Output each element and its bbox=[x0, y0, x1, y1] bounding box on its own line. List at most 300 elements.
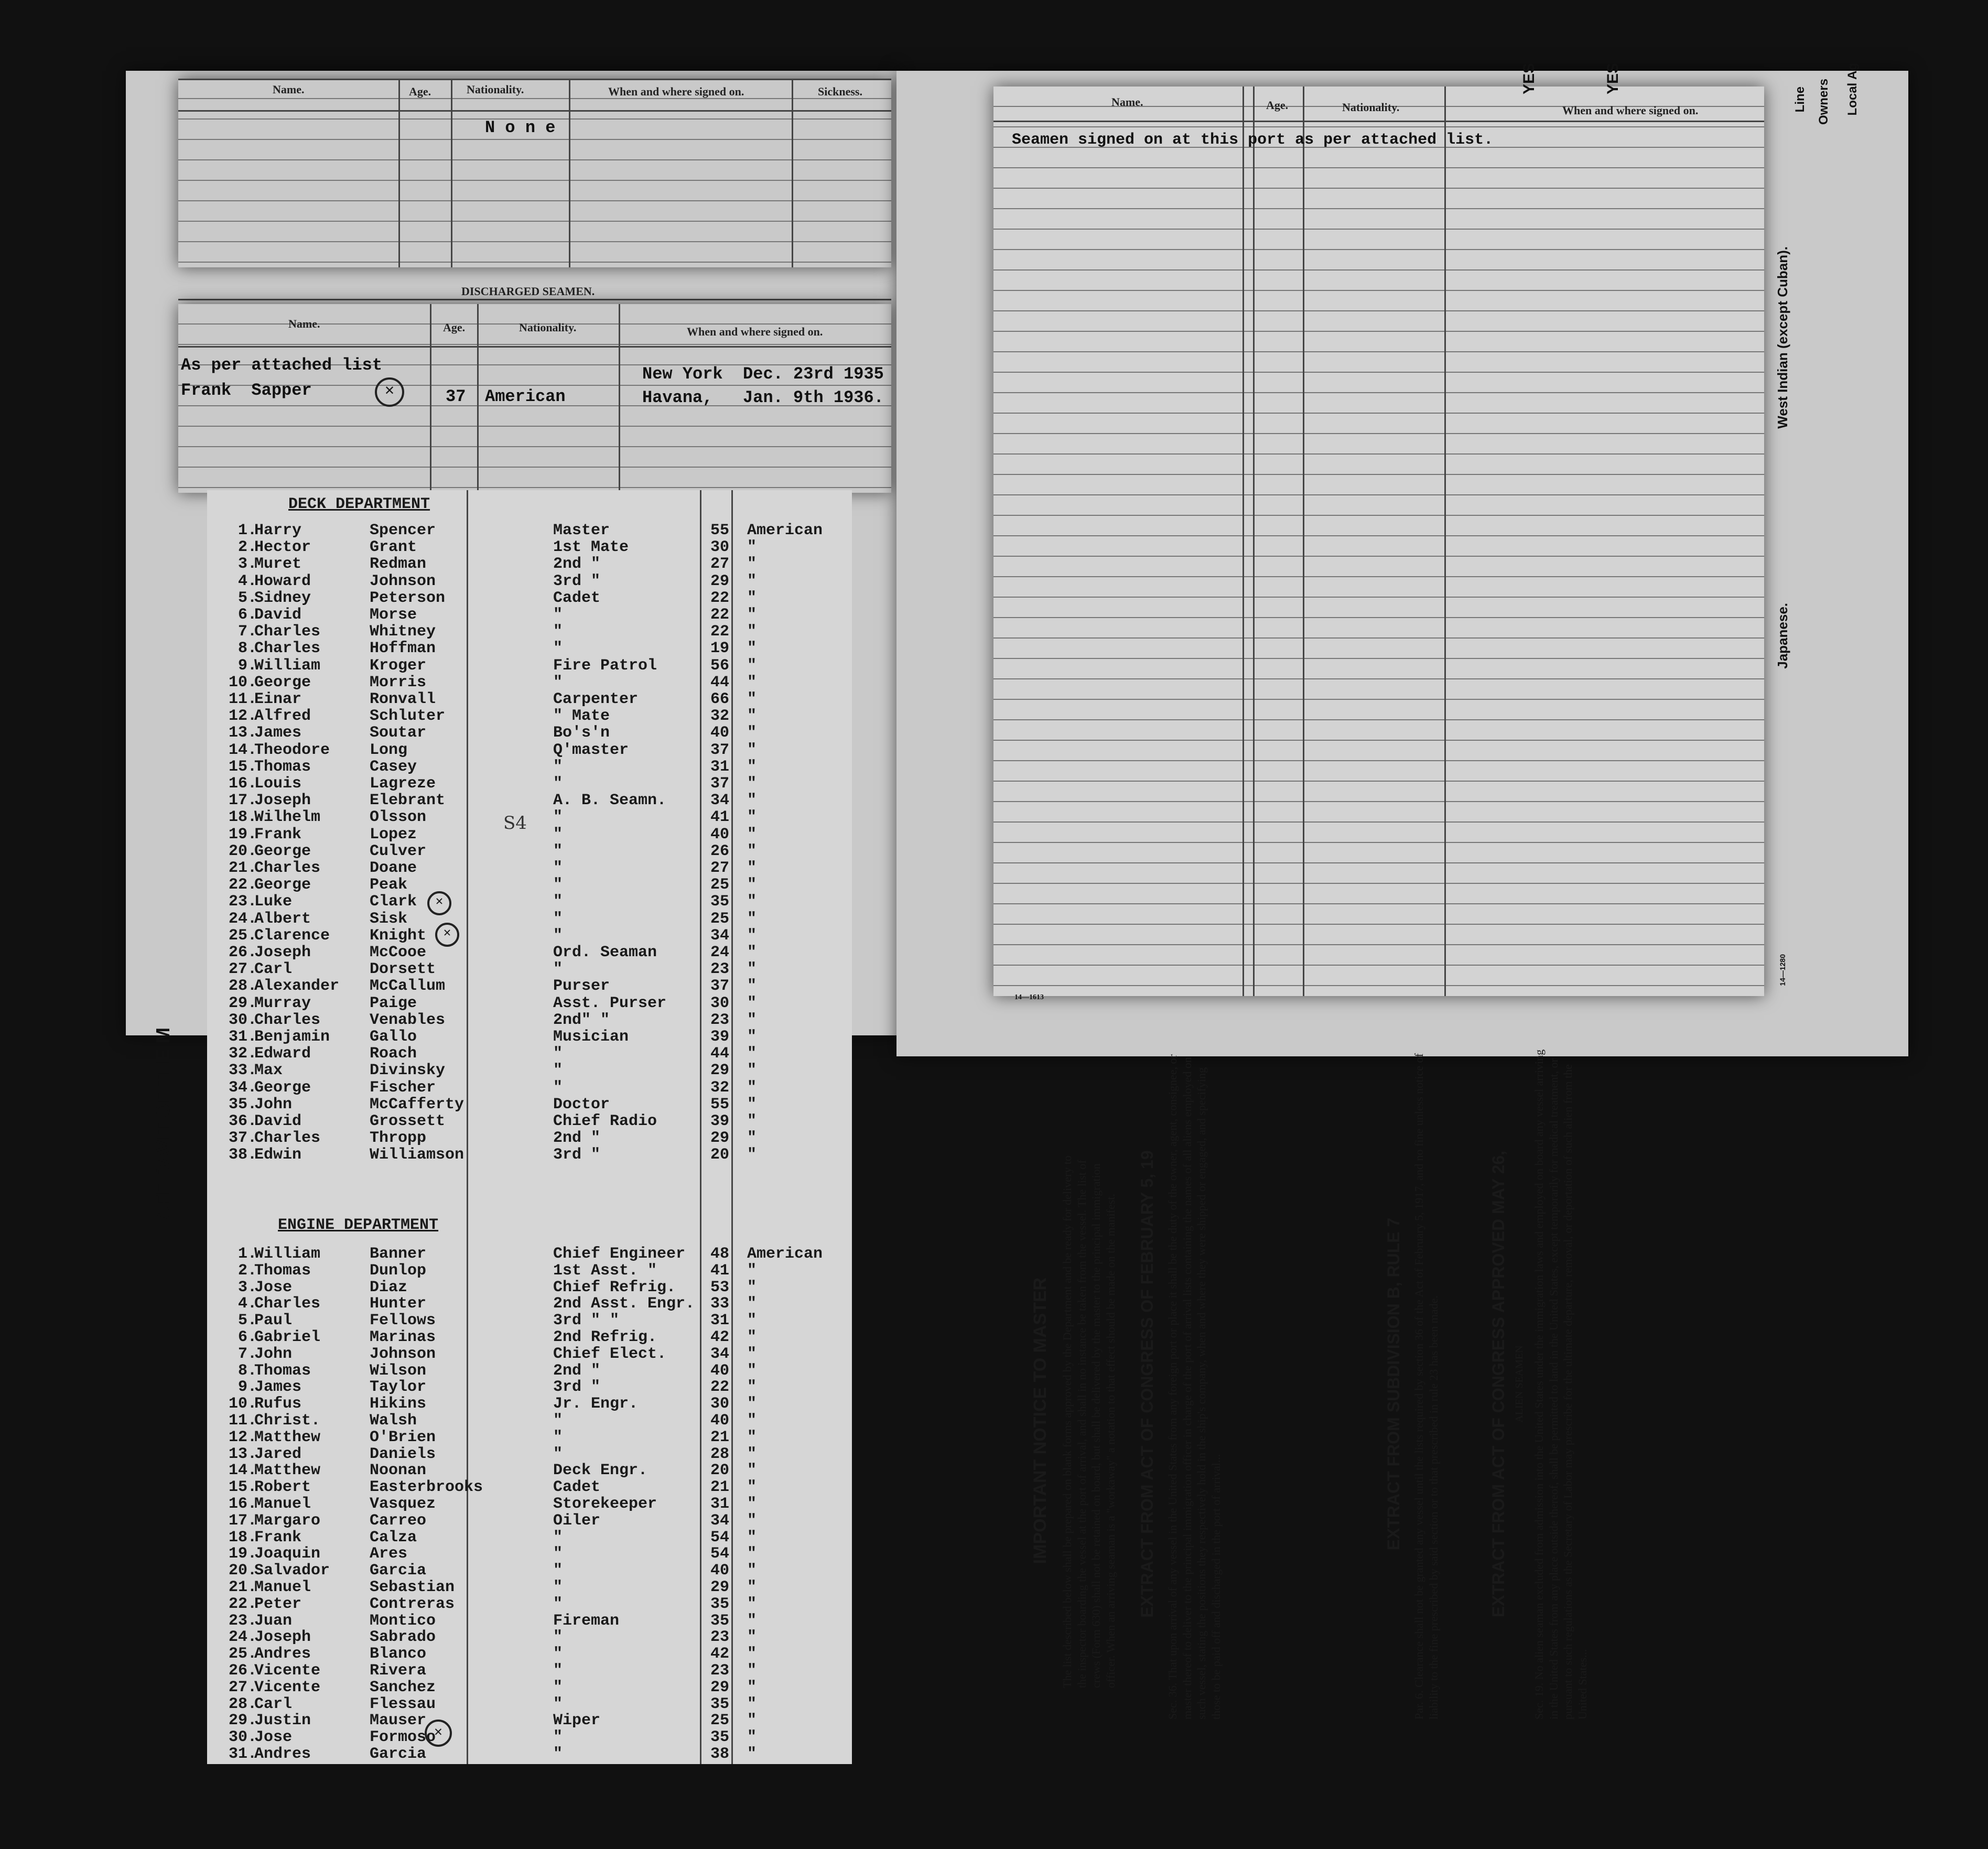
engine-rating: " bbox=[553, 1595, 563, 1613]
deck-first-name: Benjamin bbox=[254, 1028, 330, 1046]
deck-number: 21. bbox=[228, 859, 257, 877]
deck-row bbox=[207, 690, 852, 707]
deck-rating: Chief Radio bbox=[553, 1112, 657, 1130]
deck-number: 5. bbox=[237, 589, 257, 607]
deck-first-name: Edwin bbox=[254, 1146, 302, 1164]
engine-rating: " bbox=[553, 1678, 563, 1696]
deck-number: 38. bbox=[228, 1146, 257, 1164]
deck-age: 29 bbox=[710, 572, 730, 590]
deck-first-name: Alfred bbox=[254, 707, 311, 726]
col-name-header: Name. bbox=[273, 83, 305, 96]
deck-number: 22. bbox=[228, 876, 257, 894]
rule-7-title: EXTRACT FROM SUBDIVISION B, RULE 7 bbox=[1384, 1217, 1403, 1551]
engine-age: 29 bbox=[710, 1678, 730, 1696]
deck-age: 32 bbox=[710, 707, 730, 726]
engine-last-name: Blanco bbox=[370, 1645, 427, 1663]
deck-number: 31. bbox=[228, 1028, 257, 1046]
engine-age: 35 bbox=[710, 1595, 730, 1613]
deck-row bbox=[207, 1096, 852, 1112]
engine-first-name: Joseph bbox=[254, 1628, 311, 1647]
engine-nationality: " bbox=[747, 1745, 757, 1763]
deck-row bbox=[207, 1028, 852, 1045]
engine-age: 21 bbox=[710, 1428, 730, 1446]
deck-row bbox=[207, 893, 852, 910]
deck-first-name: Max bbox=[254, 1062, 283, 1080]
engine-number: 18. bbox=[228, 1528, 257, 1547]
discharged-row-2-age: 37 bbox=[446, 387, 466, 406]
engine-number: 14. bbox=[228, 1462, 257, 1480]
deck-number: 23. bbox=[228, 893, 257, 911]
engine-last-name: Hikins bbox=[370, 1395, 427, 1413]
deck-last-name: Peterson bbox=[370, 589, 446, 607]
engine-last-name: Rivera bbox=[370, 1662, 427, 1680]
deck-row bbox=[207, 724, 852, 741]
deck-age: 66 bbox=[710, 690, 730, 708]
engine-first-name: Frank bbox=[254, 1528, 302, 1547]
engine-age: 22 bbox=[710, 1378, 730, 1397]
engine-number: 9. bbox=[237, 1378, 257, 1397]
deck-number: 27. bbox=[228, 960, 257, 979]
west-indian-label: West Indian (except Cuban). bbox=[1775, 246, 1790, 429]
engine-number: 27. bbox=[228, 1678, 257, 1696]
deck-rating: Doctor bbox=[553, 1095, 610, 1113]
deck-first-name: Wilhelm bbox=[254, 808, 321, 827]
discharged-name-header: Name. bbox=[288, 317, 320, 330]
discharged-signed-header: When and where signed on. bbox=[687, 325, 823, 338]
engine-age: 48 bbox=[710, 1245, 730, 1263]
deck-age: 55 bbox=[710, 522, 730, 539]
deck-rating: " bbox=[553, 640, 563, 658]
engine-first-name: Thomas bbox=[254, 1361, 311, 1380]
engine-age: 35 bbox=[710, 1695, 730, 1713]
deck-nationality: " bbox=[747, 893, 757, 911]
engine-first-name: Christ. bbox=[254, 1412, 321, 1430]
engine-age: 28 bbox=[710, 1445, 730, 1463]
deck-row bbox=[207, 640, 852, 656]
engine-row bbox=[207, 1328, 852, 1345]
engine-rating: " bbox=[553, 1728, 563, 1747]
deck-nationality: " bbox=[747, 944, 757, 961]
deck-nationality: " bbox=[747, 960, 757, 979]
engine-last-name: Wilson bbox=[370, 1361, 427, 1380]
engine-first-name: Charles bbox=[254, 1295, 321, 1313]
engine-row bbox=[207, 1429, 852, 1445]
deck-age: 19 bbox=[710, 640, 730, 658]
deck-row bbox=[207, 1129, 852, 1146]
engine-rating: Chief Elect. bbox=[553, 1345, 667, 1363]
deck-row bbox=[207, 1079, 852, 1096]
engine-number: 22. bbox=[228, 1595, 257, 1613]
deck-first-name: Albert bbox=[254, 910, 311, 928]
deck-last-name: Long bbox=[370, 741, 408, 759]
rule-7-text: Par. 6. Clearance shall not be granted any vessel until the lists required by section 36 of the Act of February 5, 1917, and no fine unless notice of liability to the fine prescribed by said section or to that prescribed in rule 23 has been made. bbox=[1412, 1053, 1440, 1720]
deck-age: 30 bbox=[710, 994, 730, 1012]
deck-rating: " bbox=[553, 673, 563, 691]
engine-last-name: Hunter bbox=[370, 1295, 427, 1313]
deck-row bbox=[207, 960, 852, 977]
deck-rating: " bbox=[553, 960, 563, 979]
deck-age: 20 bbox=[710, 1146, 730, 1164]
engine-last-name: Dunlop bbox=[370, 1261, 427, 1280]
engine-row bbox=[207, 1478, 852, 1495]
engine-nationality: " bbox=[747, 1428, 757, 1446]
engine-nationality: " bbox=[747, 1278, 757, 1296]
deck-nationality: " bbox=[747, 690, 757, 708]
deck-nationality: " bbox=[747, 640, 757, 658]
engine-row bbox=[207, 1595, 852, 1612]
deck-age: 37 bbox=[710, 977, 730, 996]
deck-last-name: Casey bbox=[370, 758, 417, 776]
deck-number: 12. bbox=[228, 707, 257, 726]
engine-number: 19. bbox=[228, 1545, 257, 1563]
deck-number: 11. bbox=[228, 690, 257, 708]
deck-age: 37 bbox=[710, 775, 730, 793]
deck-last-name: Morris bbox=[370, 673, 427, 691]
deck-row bbox=[207, 842, 852, 859]
deck-age: 34 bbox=[710, 792, 730, 810]
deck-last-name: McCooe bbox=[370, 944, 427, 961]
deck-nationality: " bbox=[747, 1129, 757, 1148]
engine-age: 31 bbox=[710, 1495, 730, 1513]
engine-age: 40 bbox=[710, 1361, 730, 1380]
deck-first-name: David bbox=[254, 606, 302, 624]
deck-nationality: " bbox=[747, 606, 757, 624]
engine-age: 42 bbox=[710, 1328, 730, 1346]
engine-number: 7. bbox=[237, 1345, 257, 1363]
deck-nationality: " bbox=[747, 792, 757, 810]
deck-last-name: Schluter bbox=[370, 707, 446, 726]
engine-first-name: Justin bbox=[254, 1712, 311, 1730]
engine-last-name: Johnson bbox=[370, 1345, 436, 1363]
engine-first-name: Peter bbox=[254, 1595, 302, 1613]
engine-age: 35 bbox=[710, 1728, 730, 1747]
engine-rating: Chief Refrig. bbox=[553, 1278, 676, 1296]
yes-stamp-2: YES bbox=[1604, 63, 1622, 95]
engine-number: 8. bbox=[237, 1361, 257, 1380]
crew-list-sheet bbox=[207, 490, 852, 1764]
deck-rating: Ord. Seaman bbox=[553, 944, 657, 961]
engine-row bbox=[207, 1628, 852, 1645]
deck-age: 44 bbox=[710, 1045, 730, 1063]
deck-nationality: " bbox=[747, 1045, 757, 1063]
deck-nationality: " bbox=[747, 994, 757, 1012]
engine-age: 41 bbox=[710, 1261, 730, 1280]
engine-row bbox=[207, 1745, 852, 1762]
local-agent-label: Local Ag bbox=[1845, 63, 1860, 116]
engine-last-name: Fellows bbox=[370, 1312, 436, 1330]
deck-age: 39 bbox=[710, 1028, 730, 1046]
engine-row bbox=[207, 1695, 852, 1712]
engine-age: 34 bbox=[710, 1345, 730, 1363]
deck-age: 39 bbox=[710, 1112, 730, 1130]
deck-number: 10. bbox=[228, 673, 257, 691]
signed-on-table bbox=[178, 79, 891, 267]
engine-last-name: Ares bbox=[370, 1545, 408, 1563]
deck-first-name: James bbox=[254, 724, 302, 742]
right-nationality-header: Nationality. bbox=[1342, 101, 1400, 114]
engine-first-name: Robert bbox=[254, 1478, 311, 1497]
right-form-number: 14—1613 bbox=[1014, 993, 1044, 1001]
engine-last-name: Garcia bbox=[370, 1745, 427, 1763]
deck-rating: Purser bbox=[553, 977, 610, 996]
engine-rating: " bbox=[553, 1445, 563, 1463]
deck-first-name: Charles bbox=[254, 640, 321, 658]
engine-row bbox=[207, 1462, 852, 1478]
engine-number: 4. bbox=[237, 1295, 257, 1313]
engine-age: 40 bbox=[710, 1562, 730, 1580]
deck-row bbox=[207, 657, 852, 674]
deck-first-name: Charles bbox=[254, 1129, 321, 1148]
circled-mark-clark: ✕ bbox=[427, 891, 451, 915]
engine-row bbox=[207, 1562, 852, 1578]
act-1917-extract bbox=[1138, 1048, 1223, 1720]
engine-age: 31 bbox=[710, 1312, 730, 1330]
deck-first-name: Edward bbox=[254, 1045, 311, 1063]
engine-rating: " bbox=[553, 1412, 563, 1430]
deck-first-name: Hector bbox=[254, 538, 311, 557]
deck-nationality: " bbox=[747, 1011, 757, 1029]
engine-last-name: Noonan bbox=[370, 1462, 427, 1480]
important-notice-title: IMPORTANT NOTICE TO MASTER bbox=[1030, 1277, 1050, 1564]
engine-nationality: American bbox=[747, 1245, 823, 1263]
engine-first-name: Paul bbox=[254, 1312, 293, 1330]
deck-age: 30 bbox=[710, 538, 730, 557]
deck-row bbox=[207, 707, 852, 724]
engine-row bbox=[207, 1245, 852, 1262]
deck-number: 24. bbox=[228, 910, 257, 928]
deck-row bbox=[207, 589, 852, 606]
engine-last-name: Daniels bbox=[370, 1445, 436, 1463]
deck-age: 22 bbox=[710, 589, 730, 607]
deck-age: 32 bbox=[710, 1078, 730, 1097]
engine-age: 42 bbox=[710, 1645, 730, 1663]
deck-number: 14. bbox=[228, 741, 257, 759]
discharged-row-2-name: Frank Sapper bbox=[181, 381, 312, 400]
deck-rating: " bbox=[553, 1078, 563, 1097]
deck-row bbox=[207, 555, 852, 572]
act-1924-text: Sec. 19. No alien seaman excluded from admission into the United States under the immigration laws and employed on board any vessel arriving in the United States from any place outside thereof, shall be permitted to land in the United States, except temporarily for medical treatment, or pursuant to such regulations as the Secretary of Labor may prescribe for the ultimate departure, removal, or deportation of such alien from the United States... bbox=[1532, 1049, 1589, 1720]
engine-nationality: " bbox=[747, 1545, 757, 1563]
discharged-row-2-nationality: American bbox=[485, 387, 566, 406]
engine-nationality: " bbox=[747, 1312, 757, 1330]
deck-last-name: Doane bbox=[370, 859, 417, 877]
engine-number: 20. bbox=[228, 1562, 257, 1580]
deck-last-name: Grossett bbox=[370, 1112, 446, 1130]
deck-last-name: Redman bbox=[370, 555, 427, 574]
deck-first-name: George bbox=[254, 842, 311, 860]
deck-rating: Bo's'n bbox=[553, 724, 610, 742]
deck-age: 29 bbox=[710, 1062, 730, 1080]
deck-last-name: Spencer bbox=[370, 522, 436, 539]
engine-last-name: Easterbrooks bbox=[370, 1478, 483, 1497]
deck-first-name: Alexander bbox=[254, 977, 340, 996]
deck-rating: 2nd " bbox=[553, 555, 601, 574]
engine-number: 1. bbox=[237, 1245, 257, 1263]
circled-mark-knight: ✕ bbox=[435, 923, 459, 947]
engine-row bbox=[207, 1578, 852, 1595]
engine-age: 40 bbox=[710, 1412, 730, 1430]
deck-number: 25. bbox=[228, 926, 257, 945]
deck-first-name: Luke bbox=[254, 893, 293, 911]
deck-number: 30. bbox=[228, 1011, 257, 1029]
engine-nationality: " bbox=[747, 1462, 757, 1480]
engine-age: 35 bbox=[710, 1612, 730, 1630]
deck-age: 44 bbox=[710, 673, 730, 691]
engine-rating: " bbox=[553, 1528, 563, 1547]
deck-row bbox=[207, 944, 852, 960]
engine-first-name: Rufus bbox=[254, 1395, 302, 1413]
engine-nationality: " bbox=[747, 1695, 757, 1713]
deck-first-name: Murray bbox=[254, 994, 311, 1012]
engine-last-name: O'Brien bbox=[370, 1428, 436, 1446]
engine-number: 28. bbox=[228, 1695, 257, 1713]
deck-nationality: " bbox=[747, 1095, 757, 1113]
deck-number: 13. bbox=[228, 724, 257, 742]
deck-row bbox=[207, 808, 852, 825]
engine-age: 20 bbox=[710, 1462, 730, 1480]
deck-last-name: Soutar bbox=[370, 724, 427, 742]
deck-row bbox=[207, 826, 852, 842]
deck-age: 41 bbox=[710, 808, 730, 827]
deck-nationality: " bbox=[747, 589, 757, 607]
deck-nationality: " bbox=[747, 1062, 757, 1080]
engine-row bbox=[207, 1262, 852, 1279]
circled-x-mark: ✕ bbox=[375, 377, 404, 407]
engine-rating: " bbox=[553, 1695, 563, 1713]
engine-last-name: Carreo bbox=[370, 1511, 427, 1530]
engine-rating: " bbox=[553, 1745, 563, 1763]
deck-number: 17. bbox=[228, 792, 257, 810]
engine-row bbox=[207, 1395, 852, 1412]
engine-row bbox=[207, 1512, 852, 1529]
deck-nationality: " bbox=[747, 572, 757, 590]
engine-rating: 2nd Refrig. bbox=[553, 1328, 657, 1346]
deck-nationality: " bbox=[747, 808, 757, 827]
important-notice-text: The list described below shall be prepared on blank forms approved by the Department and be ready for delivery to the inspector boarding the vessel at the port of arrival, and shall in no instance be taken from the vessel. The list of crews (Form 630) shall not be retained on board, but shall be delivered by the master to the principal immigration officer. When an arriving seaman is a "workaway" a notation to that effect should be made on the manifest. bbox=[1061, 1155, 1117, 1688]
engine-rating: 1st Asst. " bbox=[553, 1261, 657, 1280]
handwritten-s4-mark: S4 bbox=[503, 813, 527, 834]
engine-nationality: " bbox=[747, 1645, 757, 1663]
deck-last-name: Ronvall bbox=[370, 690, 436, 708]
deck-nationality: " bbox=[747, 538, 757, 557]
engine-first-name: Jared bbox=[254, 1445, 302, 1463]
engine-row bbox=[207, 1345, 852, 1362]
engine-rating: " bbox=[553, 1428, 563, 1446]
deck-last-name: Johnson bbox=[370, 572, 436, 590]
engine-rating: " bbox=[553, 1662, 563, 1680]
engine-row bbox=[207, 1529, 852, 1545]
engine-number: 25. bbox=[228, 1645, 257, 1663]
engine-age: 54 bbox=[710, 1528, 730, 1547]
deck-number: 33. bbox=[228, 1062, 257, 1080]
deck-row bbox=[207, 792, 852, 808]
deck-rating: Fire Patrol bbox=[553, 656, 657, 675]
act-1924-title: EXTRACT FROM ACT OF CONGRESS APPROVED MAY 26, bbox=[1489, 1150, 1508, 1618]
engine-row bbox=[207, 1645, 852, 1662]
deck-rating: Carpenter bbox=[553, 690, 639, 708]
yes-stamp-1: YES bbox=[1520, 63, 1538, 95]
deck-row bbox=[207, 674, 852, 690]
engine-first-name: Carl bbox=[254, 1695, 293, 1713]
engine-rating: Cadet bbox=[553, 1478, 601, 1497]
engine-row bbox=[207, 1545, 852, 1562]
engine-row bbox=[207, 1279, 852, 1295]
engine-first-name: Juan bbox=[254, 1612, 293, 1630]
deck-age: 25 bbox=[710, 876, 730, 894]
deck-nationality: " bbox=[747, 977, 757, 996]
affidavit-label: AFFIDAVIT OF THE M bbox=[152, 1028, 174, 1220]
deck-first-name: Einar bbox=[254, 690, 302, 708]
deck-age: 34 bbox=[710, 926, 730, 945]
deck-nationality: " bbox=[747, 707, 757, 726]
deck-row bbox=[207, 977, 852, 994]
engine-nationality: " bbox=[747, 1378, 757, 1397]
deck-last-name: Clark bbox=[370, 893, 417, 911]
engine-row bbox=[207, 1679, 852, 1695]
engine-number: 24. bbox=[228, 1628, 257, 1647]
engine-number: 29. bbox=[228, 1712, 257, 1730]
deck-nationality: " bbox=[747, 724, 757, 742]
engine-age: 34 bbox=[710, 1511, 730, 1530]
deck-rating: " bbox=[553, 623, 563, 641]
engine-number: 16. bbox=[228, 1495, 257, 1513]
engine-number: 17. bbox=[228, 1511, 257, 1530]
deck-last-name: Paige bbox=[370, 994, 417, 1012]
deck-rating: " bbox=[553, 825, 563, 844]
deck-number: 15. bbox=[228, 758, 257, 776]
engine-rating: " bbox=[553, 1545, 563, 1563]
engine-nationality: " bbox=[747, 1612, 757, 1630]
engine-rating: Storekeeper bbox=[553, 1495, 657, 1513]
owners-label: Owners bbox=[1817, 79, 1831, 125]
deck-number: 6. bbox=[237, 606, 257, 624]
deck-last-name: Lagreze bbox=[370, 775, 436, 793]
engine-last-name: Garcia bbox=[370, 1562, 427, 1580]
deck-age: 29 bbox=[710, 1129, 730, 1148]
engine-first-name: Andres bbox=[254, 1645, 311, 1663]
deck-first-name: William bbox=[254, 656, 321, 675]
engine-nationality: " bbox=[747, 1678, 757, 1696]
engine-rating: Oiler bbox=[553, 1511, 601, 1530]
deck-age: 22 bbox=[710, 623, 730, 641]
deck-age: 56 bbox=[710, 656, 730, 675]
engine-age: 21 bbox=[710, 1478, 730, 1497]
deck-age: 27 bbox=[710, 555, 730, 574]
deck-last-name: Venables bbox=[370, 1011, 446, 1029]
col-nationality-header: Nationality. bbox=[467, 83, 524, 96]
deck-first-name: George bbox=[254, 876, 311, 894]
deck-last-name: Roach bbox=[370, 1045, 417, 1063]
deck-rating: " bbox=[553, 1045, 563, 1063]
engine-nationality: " bbox=[747, 1328, 757, 1346]
discharged-row-2-signed: Havana, Jan. 9th 1936. bbox=[642, 388, 884, 407]
deck-first-name: Charles bbox=[254, 623, 321, 641]
engine-row bbox=[207, 1495, 852, 1512]
deck-first-name: Charles bbox=[254, 859, 321, 877]
deck-last-name: McCallum bbox=[370, 977, 446, 996]
deck-last-name: Morse bbox=[370, 606, 417, 624]
engine-rating: Deck Engr. bbox=[553, 1462, 648, 1480]
deck-nationality: " bbox=[747, 758, 757, 776]
deck-nationality: " bbox=[747, 842, 757, 860]
engine-row bbox=[207, 1662, 852, 1679]
engine-row bbox=[207, 1445, 852, 1462]
deck-number: 32. bbox=[228, 1045, 257, 1063]
deck-number: 20. bbox=[228, 842, 257, 860]
deck-row bbox=[207, 606, 852, 623]
deck-first-name: George bbox=[254, 673, 311, 691]
engine-number: 13. bbox=[228, 1445, 257, 1463]
